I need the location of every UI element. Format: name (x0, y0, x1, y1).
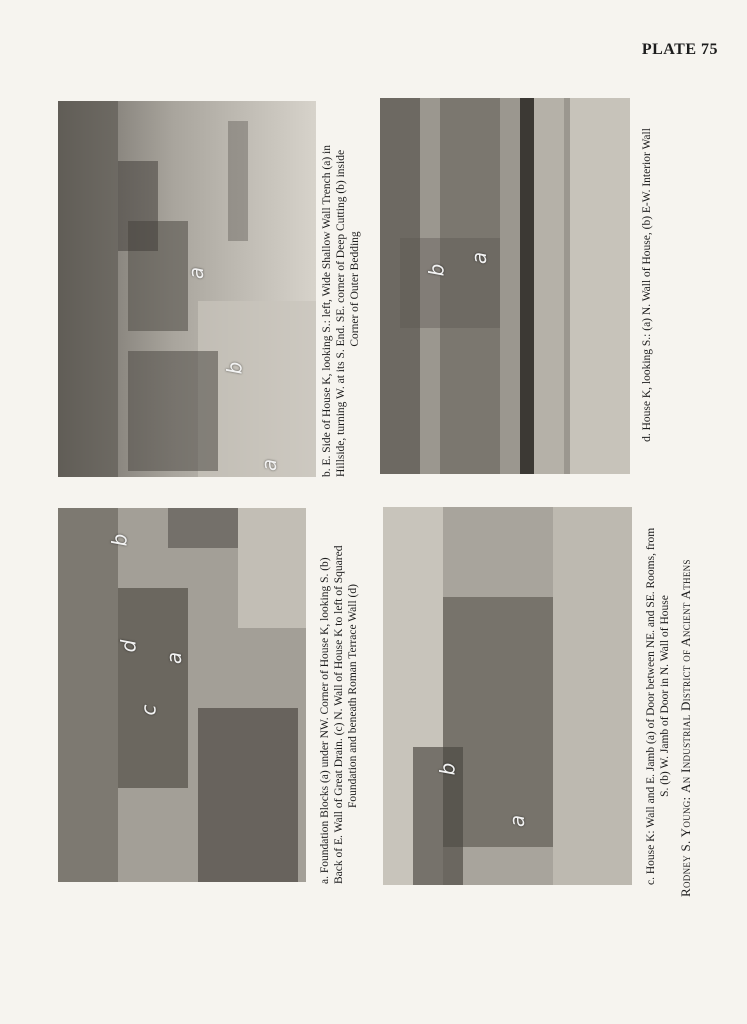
caption-a-line-2: Back of E. Wall of Great Drain. (c) N. Wall of House K to left of Squared (333, 545, 345, 884)
caption-d (640, 97, 654, 473)
photo-b-tag-a2: a (257, 458, 282, 472)
photo-d-tag-b: b (424, 263, 449, 277)
photo-d-house-k-looking-south (380, 98, 630, 474)
photo-a-tag-d: d (116, 639, 141, 653)
photo-c-tag-b: b (435, 762, 460, 776)
photo-a-image (58, 508, 306, 882)
caption-a-line-1: a. Foundation Blocks (a) under NW. Corner of House K, looking S. (b) (319, 557, 331, 884)
caption-a-line-3: Foundation and beneath Roman Terrace Wall (d) (347, 584, 359, 808)
photo-a-tag-b: b (107, 533, 132, 547)
photo-b-tag-b: b (222, 361, 247, 375)
caption-d-line-1: d. House K, looking S.: (a) N. Wall of House, (b) E-W. Interior Wall (641, 128, 653, 442)
photo-b-house-k-east-side (58, 101, 316, 477)
caption-c-line-2: S. (b) W. Jamb of Door in N. Wall of House (659, 595, 671, 797)
caption-b (320, 101, 362, 477)
photo-c-image (383, 507, 632, 885)
photo-a-tag-a: a (162, 651, 187, 665)
caption-c-line-1: c. House K: Wall and E. Jamb (a) of Door between NE. and SE. Rooms, from (645, 527, 657, 885)
photo-a-tag-c: c (136, 704, 161, 716)
footer-author: Rodney S. Young (678, 800, 693, 897)
footer-title: An Industrial District of Ancient Athens (678, 559, 693, 793)
caption-b-line-1: b. E. Side of House K, looking S.: left, Wide Shallow Wall Trench (a) in (321, 145, 333, 477)
photo-b-tag-a1: a (184, 266, 209, 280)
photo-b-image (58, 101, 316, 477)
caption-a (318, 508, 360, 884)
photo-d-image (380, 98, 630, 474)
photo-c-house-k-wall-door-jamb (383, 507, 632, 885)
footer-separator: : (678, 792, 693, 801)
page-footer (678, 97, 694, 897)
caption-b-line-3: Corner of Outer Bedding (349, 231, 361, 347)
plate-number: PLATE 75 (641, 41, 718, 58)
photo-c-tag-a: a (505, 814, 530, 828)
caption-b-line-2: Hillside, turning W. at its S. End. SE. corner of Deep Cutting (b) inside (335, 149, 347, 477)
caption-c (644, 507, 672, 885)
photo-d-tag-a: a (467, 251, 492, 265)
photo-a-foundation-blocks (58, 508, 306, 882)
